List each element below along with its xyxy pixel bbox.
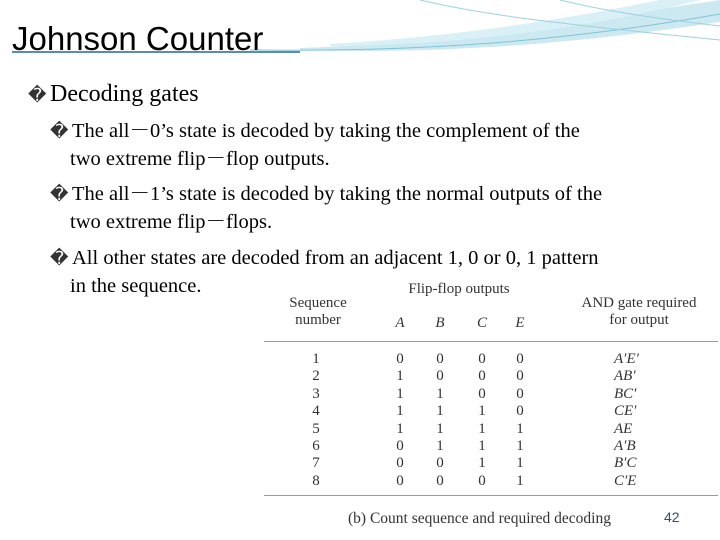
cell-a: 0 [396, 351, 404, 367]
and-header-line: AND gate required [581, 295, 697, 311]
cell-a: 1 [396, 420, 404, 437]
bullet-icon: � [50, 248, 69, 268]
col-header-a: A [395, 315, 405, 331]
cell-a: 1 [396, 368, 404, 385]
seq-header [270, 295, 366, 329]
cell-b: 1 [436, 403, 444, 420]
cell-gate: C′E [614, 472, 637, 489]
cell-a: 0 [396, 472, 404, 489]
cell-gate: AE [614, 420, 633, 437]
bullet-text-cont: two extreme flip－flop outputs. [70, 148, 330, 170]
cell-e: 1 [516, 472, 524, 489]
col-a [390, 351, 410, 490]
cell-gate: CE′ [614, 403, 637, 420]
cell-c: 1 [478, 455, 486, 472]
cell-b: 1 [436, 420, 444, 437]
bullet-text: The all－0’s state is decoded by taking the complement of the [72, 120, 580, 142]
cell-c: 0 [478, 368, 486, 385]
cell-b: 0 [436, 368, 444, 385]
seq-header-line: Sequence [289, 295, 347, 311]
cell-seq: 8 [312, 472, 320, 489]
cell-gate: A′B [614, 438, 636, 455]
col-seq [300, 351, 332, 490]
cell-b: 0 [436, 472, 444, 489]
cell-c: 0 [478, 385, 486, 402]
cell-gate: BC′ [614, 385, 637, 402]
cell-c: 1 [478, 438, 486, 455]
decoding-table [264, 280, 720, 540]
slide-title: Johnson Counter [12, 20, 264, 57]
heading-text: Decoding gates [50, 81, 199, 107]
bullet-icon: � [28, 85, 47, 105]
bullet-item [50, 117, 710, 173]
table-bottom-rule [264, 495, 718, 496]
col-header-e: E [515, 315, 525, 331]
col-header-c: C [476, 315, 487, 331]
cell-seq: 6 [312, 438, 320, 455]
cell-b: 0 [436, 455, 444, 472]
bullet-icon: � [50, 184, 69, 204]
bullet-icon: � [50, 121, 69, 141]
seq-header-line: number [295, 312, 341, 328]
heading-decoding-gates [28, 80, 199, 109]
cell-a: 0 [396, 438, 404, 455]
cell-e: 1 [516, 438, 524, 455]
cell-c: 1 [478, 420, 486, 437]
and-header [564, 295, 714, 329]
cell-c: 0 [478, 351, 486, 367]
ff-header: Flip-flop outputs [408, 281, 510, 297]
cell-c: 0 [478, 472, 486, 489]
cell-b: 0 [436, 351, 444, 367]
cell-a: 1 [396, 385, 404, 402]
cell-e: 0 [516, 351, 524, 367]
cell-seq: 3 [312, 385, 320, 402]
bullet-item [50, 180, 710, 236]
cell-e: 1 [516, 420, 524, 437]
bullet-text-cont: two extreme flip－flops. [70, 211, 273, 233]
cell-c: 1 [478, 403, 486, 420]
cell-gate: B′C [614, 455, 637, 472]
bullet-text: The all－1’s state is decoded by taking the normal outputs of the [72, 183, 603, 205]
cell-seq: 7 [312, 455, 320, 472]
cell-gate: A′E′ [614, 351, 639, 367]
table-caption: (b) Count sequence and required decoding [348, 510, 611, 527]
col-e [510, 351, 530, 490]
cell-seq: 5 [312, 420, 320, 437]
page-number: 42 [664, 509, 680, 525]
cell-seq: 4 [312, 403, 320, 420]
col-header-b: B [435, 315, 445, 331]
bullet-text-cont: in the sequence. [70, 275, 202, 297]
cell-e: 0 [516, 385, 524, 402]
cell-seq: 1 [312, 351, 320, 367]
cell-b: 1 [436, 385, 444, 402]
cell-e: 1 [516, 455, 524, 472]
cell-e: 0 [516, 403, 524, 420]
col-b [430, 351, 450, 490]
cell-seq: 2 [312, 368, 320, 385]
and-header-line: for output [609, 312, 669, 328]
cell-b: 1 [436, 438, 444, 455]
cell-e: 0 [516, 368, 524, 385]
cell-gate: AB′ [614, 368, 636, 385]
bullet-text: All other states are decoded from an adjacent 1, 0 or 0, 1 pattern [72, 247, 599, 269]
cell-a: 0 [396, 455, 404, 472]
col-c [472, 351, 492, 490]
col-gate [614, 351, 670, 490]
table-rule [264, 341, 718, 342]
cell-a: 1 [396, 403, 404, 420]
